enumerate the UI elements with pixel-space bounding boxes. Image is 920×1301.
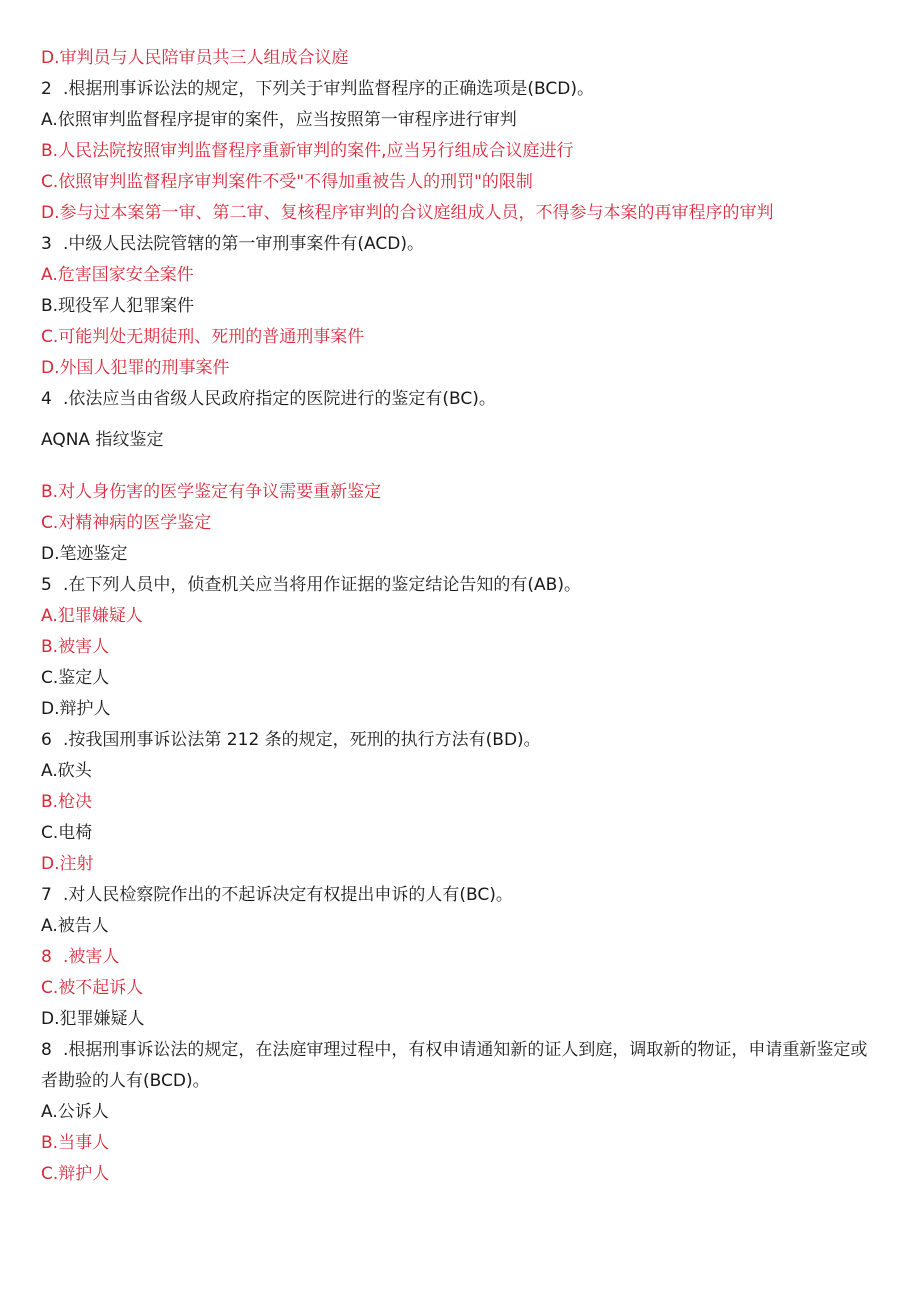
question-line: 2 .根据刑事诉讼法的规定，下列关于审判监督程序的正确选项是(BCD)。 <box>41 79 594 99</box>
answer-option-line: D.外国人犯罪的刑事案件 <box>41 358 230 378</box>
option-line: B.现役军人犯罪案件 <box>41 296 195 316</box>
question-number: 8 <box>41 1040 52 1060</box>
question-number: 3 <box>41 234 52 254</box>
question-line: 3 .中级人民法院管辖的第一审刑事案件有(ACD)。 <box>41 234 424 254</box>
question-line: 4 .依法应当由省级人民政府指定的医院进行的鉴定有(BC)。 <box>41 389 496 409</box>
option-line: D.犯罪嫌疑人 <box>41 1009 145 1029</box>
question-number: 2 <box>41 79 52 99</box>
answer-option-line: B.被害人 <box>41 637 110 657</box>
question-number: 6 <box>41 730 52 750</box>
option-line: A.砍头 <box>41 761 92 781</box>
answer-option-line: D.注射 <box>41 854 94 874</box>
question-line: 7 .对人民检察院作出的不起诉决定有权提出申诉的人有(BC)。 <box>41 885 513 905</box>
option-line: D.笔迹鉴定 <box>41 544 128 564</box>
question-number: 5 <box>41 575 52 595</box>
answer-option-line: B.对人身伤害的医学鉴定有争议需要重新鉴定 <box>41 482 382 502</box>
option-line: D.辩护人 <box>41 699 111 719</box>
answer-option-line: C.被不起诉人 <box>41 978 144 998</box>
answer-option-line: B.人民法院按照审判监督程序重新审判的案件,应当另行组成合议庭进行 <box>41 141 574 161</box>
question-number: 7 <box>41 885 52 905</box>
answer-option-line: C.辩护人 <box>41 1164 110 1184</box>
answer-option-line: A.危害国家安全案件 <box>41 265 194 285</box>
option-line: A.公诉人 <box>41 1102 109 1122</box>
option-line: AQNA 指纹鉴定 <box>41 430 164 450</box>
option-line: A.被告人 <box>41 916 109 936</box>
option-line: C.鉴定人 <box>41 668 110 688</box>
option-number: 8 <box>41 947 52 967</box>
answer-option-line: C.依照审判监督程序审判案件不受"不得加重被告人的刑罚"的限制 <box>41 172 533 192</box>
answer-option-line: B.枪决 <box>41 792 93 812</box>
answer-option-line: C.对精神病的医学鉴定 <box>41 513 212 533</box>
question-line: 5 .在下列人员中，侦查机关应当将用作证据的鉴定结论告知的有(AB)。 <box>41 575 581 595</box>
question-number: 4 <box>41 389 52 409</box>
question-line: 8 .根据刑事诉讼法的规定，在法庭审理过程中，有权申请通知新的证人到庭，调取新的物证，申请重新鉴定或者勘验的人有(BCD)。 <box>41 1035 871 1097</box>
answer-option-line: 8 .被害人 <box>41 947 120 967</box>
answer-option-line: C.可能判处无期徒刑、死刑的普通刑事案件 <box>41 327 365 347</box>
answer-option-line: D.审判员与人民陪审员共三人组成合议庭 <box>41 48 349 68</box>
answer-option-line: B.当事人 <box>41 1133 110 1153</box>
answer-option-line: A.犯罪嫌疑人 <box>41 606 143 626</box>
answer-option-line: D.参与过本案第一审、第二审、复核程序审判的合议庭组成人员，不得参与本案的再审程序的审判 <box>41 203 774 223</box>
option-line: C.电椅 <box>41 823 93 843</box>
option-line: A.依照审判监督程序提审的案件，应当按照第一审程序进行审判 <box>41 110 517 130</box>
question-line: 6 .按我国刑事诉讼法第 212 条的规定，死刑的执行方法有(BD)。 <box>41 730 541 750</box>
